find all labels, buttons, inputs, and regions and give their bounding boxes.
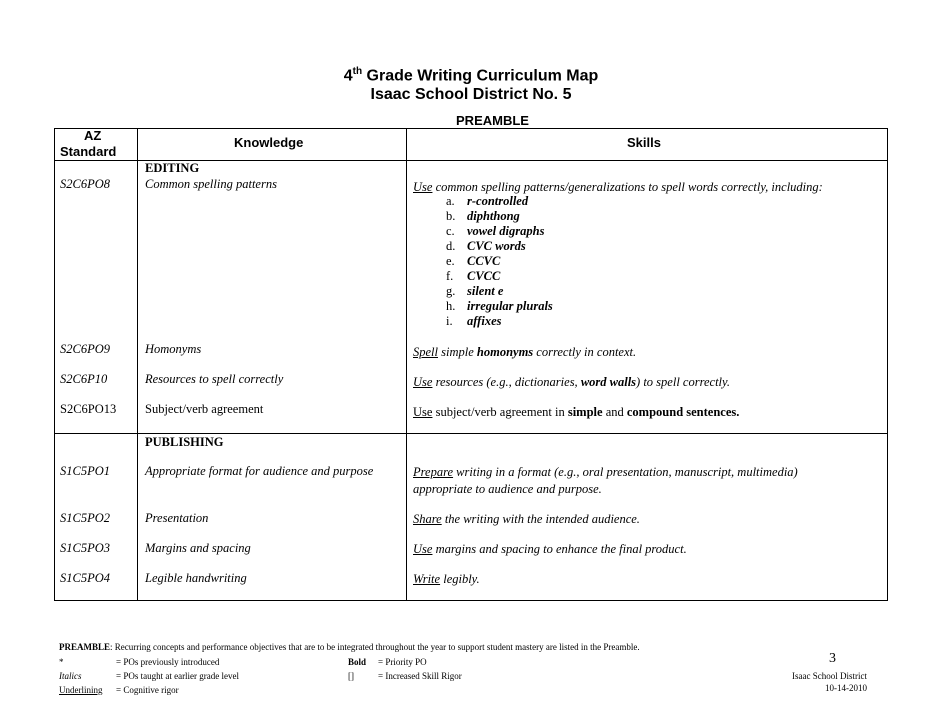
skill-text: Use subject/verb agreement in simple and compound sentences. [413,405,740,419]
section-publishing: PUBLISHING [145,435,224,449]
knowledge-text: Presentation [145,511,209,525]
list-item: g. silent e [446,284,504,298]
column-header-knowledge: Knowledge [234,135,304,150]
column-header-skills: Skills [627,135,661,150]
legend-key: Bold [348,657,367,667]
legend-key: Underlining [59,685,103,695]
knowledge-text: Common spelling patterns [145,177,277,191]
standard-code: S2C6PO9 [60,342,110,356]
knowledge-text: Resources to spell correctly [145,372,284,386]
legend-value: = Increased Skill Rigor [378,671,462,681]
footer-preamble-note: PREAMBLE: Recurring concepts and performance objectives that are to be integrated throughout the year to support student mastery are listed in the Preamble. [59,642,640,652]
list-item: c. vowel digraphs [446,224,545,238]
legend-value: = Priority PO [378,657,427,667]
standard-code: S1C5PO3 [60,541,110,555]
page-number: 3 [829,651,836,666]
table-right-border [887,128,888,601]
standard-code: S1C5PO2 [60,511,110,525]
page-title: 4th Grade Writing Curriculum Map [343,66,599,85]
knowledge-text: Appropriate format for audience and purpose [145,464,374,478]
legend-key: [] [348,671,354,681]
skill-text: Spell simple homonyms correctly in context. [413,345,637,359]
skill-text: Use margins and spacing to enhance the final product. [413,542,687,556]
skill-text: Use resources (e.g., dictionaries, word walls) to spell correctly. [413,375,731,389]
list-item: b. diphthong [446,209,520,223]
skill-text-continued: appropriate to audience and purpose. [413,482,602,496]
skill-text: Write legibly. [413,572,480,586]
knowledge-text: Legible handwriting [145,571,247,585]
table-bottom-border [54,600,888,601]
skill-text: Share the writing with the intended audience. [413,512,640,526]
legend-value: = Cognitive rigor [116,685,179,695]
list-item: f. CVCC [446,269,501,283]
standard-code: S1C5PO4 [60,571,110,585]
column-divider-2 [406,128,407,601]
column-header-standard: AZ Standard [60,128,117,159]
footer-district: Isaac School District [792,671,867,681]
standard-code: S2C6P10 [60,372,108,386]
page-subtitle: Isaac School District No. 5 [370,86,572,103]
list-item: h. irregular plurals [446,299,553,313]
knowledge-text: Margins and spacing [145,541,251,555]
list-item: a. r-controlled [446,194,529,208]
legend-value: = POs taught at earlier grade level [116,671,240,681]
column-divider-1 [137,128,138,601]
standard-code: S2C6PO8 [60,177,110,191]
knowledge-text: Homonyms [145,342,202,356]
list-item: i. affixes [446,314,502,328]
table-left-border [54,128,55,601]
section-divider [54,433,888,434]
legend-key: Italics [59,671,82,681]
section-editing: EDITING [145,161,200,175]
footer-date: 10-14-2010 [825,683,867,693]
list-item: d. CVC words [446,239,526,253]
preamble-heading: PREAMBLE [456,113,529,128]
skill-text: Use common spelling patterns/generalizations to spell words correctly, including: [413,180,823,194]
standard-code: S1C5PO1 [60,464,110,478]
table-top-border [54,128,888,129]
legend-key: * [59,657,64,667]
list-item: e. CCVC [446,254,501,268]
standard-code: S2C6PO13 [60,402,117,416]
knowledge-text: Subject/verb agreement [145,402,264,416]
legend-value: = POs previously introduced [116,657,220,667]
skill-text: Prepare writing in a format (e.g., oral presentation, manuscript, multimedia) [413,465,798,479]
